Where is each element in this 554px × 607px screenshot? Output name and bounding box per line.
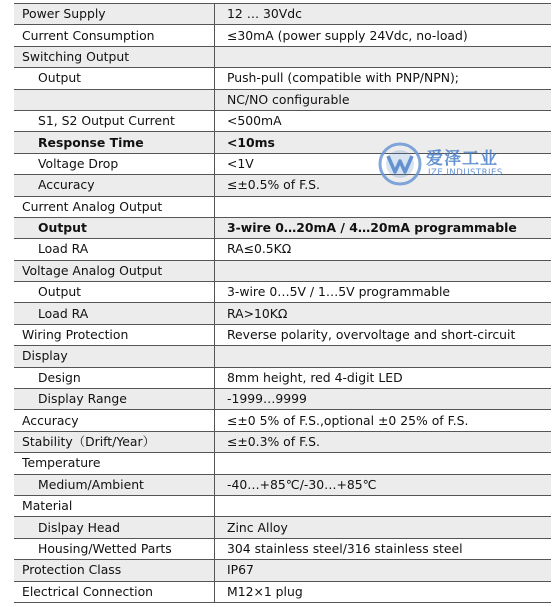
- spec-label: Voltage Drop: [14, 153, 215, 174]
- spec-value: Zinc Alloy: [215, 517, 552, 538]
- spec-value: M12×1 plug: [215, 581, 552, 602]
- spec-value: RA≤0.5KΩ: [215, 239, 552, 260]
- spec-label: Output: [14, 68, 215, 89]
- spec-label: Temperature: [14, 453, 215, 474]
- spec-row: [14, 560, 551, 581]
- spec-label: Current Consumption: [14, 25, 215, 46]
- spec-value: IP67: [215, 560, 552, 581]
- spec-value: 8mm height, red 4-digit LED: [215, 367, 552, 388]
- spec-label: S1, S2 Output Current: [14, 110, 215, 131]
- spec-row: [14, 89, 551, 110]
- spec-label: Output: [14, 217, 215, 238]
- spec-row: [14, 495, 551, 516]
- spec-row: [14, 260, 551, 281]
- spec-row: [14, 4, 551, 25]
- spec-value: ≤±0 5% of F.S.,optional ±0 25% of F.S.: [215, 410, 552, 431]
- spec-row: [14, 282, 551, 303]
- spec-row: [14, 389, 551, 410]
- spec-value: -1999…9999: [215, 389, 552, 410]
- spec-label: Medium/Ambient: [14, 474, 215, 495]
- spec-value: 3-wire 0…20mA / 4…20mA programmable: [215, 217, 552, 238]
- spec-value: RA>10KΩ: [215, 303, 552, 324]
- spec-row: [14, 346, 551, 367]
- spec-value: [215, 453, 552, 474]
- spec-row: [14, 217, 551, 238]
- spec-value: ≤±0.5% of F.S.: [215, 175, 552, 196]
- spec-table-body: [14, 4, 551, 603]
- spec-value: Push-pull (compatible with PNP/NPN);: [215, 68, 552, 89]
- spec-row: [14, 239, 551, 260]
- spec-label: Wiring Protection: [14, 324, 215, 345]
- spec-row: [14, 453, 551, 474]
- watermark-logo: [374, 142, 524, 190]
- spec-value: <1V: [215, 153, 552, 174]
- spec-row: [14, 431, 551, 452]
- spec-value: -40…+85℃/-30…+85℃: [215, 474, 552, 495]
- spec-label: Protection Class: [14, 560, 215, 581]
- spec-value: [215, 346, 552, 367]
- spec-label: Load RA: [14, 303, 215, 324]
- spec-value: 12 … 30Vdc: [215, 4, 552, 25]
- spec-row: [14, 303, 551, 324]
- spec-row: [14, 410, 551, 431]
- spec-value: 3-wire 0…5V / 1…5V programmable: [215, 282, 552, 303]
- spec-label: Housing/Wetted Parts: [14, 538, 215, 559]
- spec-row: [14, 538, 551, 559]
- spec-label: Voltage Analog Output: [14, 260, 215, 281]
- spec-label: Stability（Drift/Year）: [14, 431, 215, 452]
- spec-row: [14, 474, 551, 495]
- spec-row: [14, 68, 551, 89]
- spec-value: 304 stainless steel/316 stainless steel: [215, 538, 552, 559]
- spec-value: [215, 196, 552, 217]
- spec-row: [14, 46, 551, 67]
- spec-row: [14, 367, 551, 388]
- spec-row: [14, 25, 551, 46]
- spec-table: [14, 3, 551, 603]
- spec-label: Display: [14, 346, 215, 367]
- spec-row: [14, 324, 551, 345]
- spec-label: Electrical Connection: [14, 581, 215, 602]
- spec-value: [215, 495, 552, 516]
- spec-row: [14, 517, 551, 538]
- ize-logo-icon: [378, 142, 422, 186]
- spec-label: Dislpay Head: [14, 517, 215, 538]
- spec-row: [14, 581, 551, 602]
- spec-row: [14, 196, 551, 217]
- spec-label: Accuracy: [14, 175, 215, 196]
- spec-value: [215, 260, 552, 281]
- spec-label: Display Range: [14, 389, 215, 410]
- spec-value: ≤±0.3% of F.S.: [215, 431, 552, 452]
- spec-value: [215, 46, 552, 67]
- watermark-en-text: IZE INDUSTRIES: [428, 168, 503, 178]
- spec-value: NC/NO configurable: [215, 89, 552, 110]
- spec-label: Accuracy: [14, 410, 215, 431]
- spec-value: <10ms: [215, 132, 552, 153]
- spec-label: [14, 89, 215, 110]
- spec-value: ≤30mA (power supply 24Vdc, no-load): [215, 25, 552, 46]
- spec-label: Load RA: [14, 239, 215, 260]
- watermark-cn-text: 爱泽工业: [426, 149, 498, 169]
- spec-label: Material: [14, 495, 215, 516]
- spec-row: [14, 110, 551, 131]
- spec-value: <500mA: [215, 110, 552, 131]
- spec-label: Power Supply: [14, 4, 215, 25]
- spec-label: Design: [14, 367, 215, 388]
- spec-label: Response Time: [14, 132, 215, 153]
- spec-label: Output: [14, 282, 215, 303]
- spec-value: Reverse polarity, overvoltage and short-circuit: [215, 324, 552, 345]
- spec-label: Current Analog Output: [14, 196, 215, 217]
- spec-label: Switching Output: [14, 46, 215, 67]
